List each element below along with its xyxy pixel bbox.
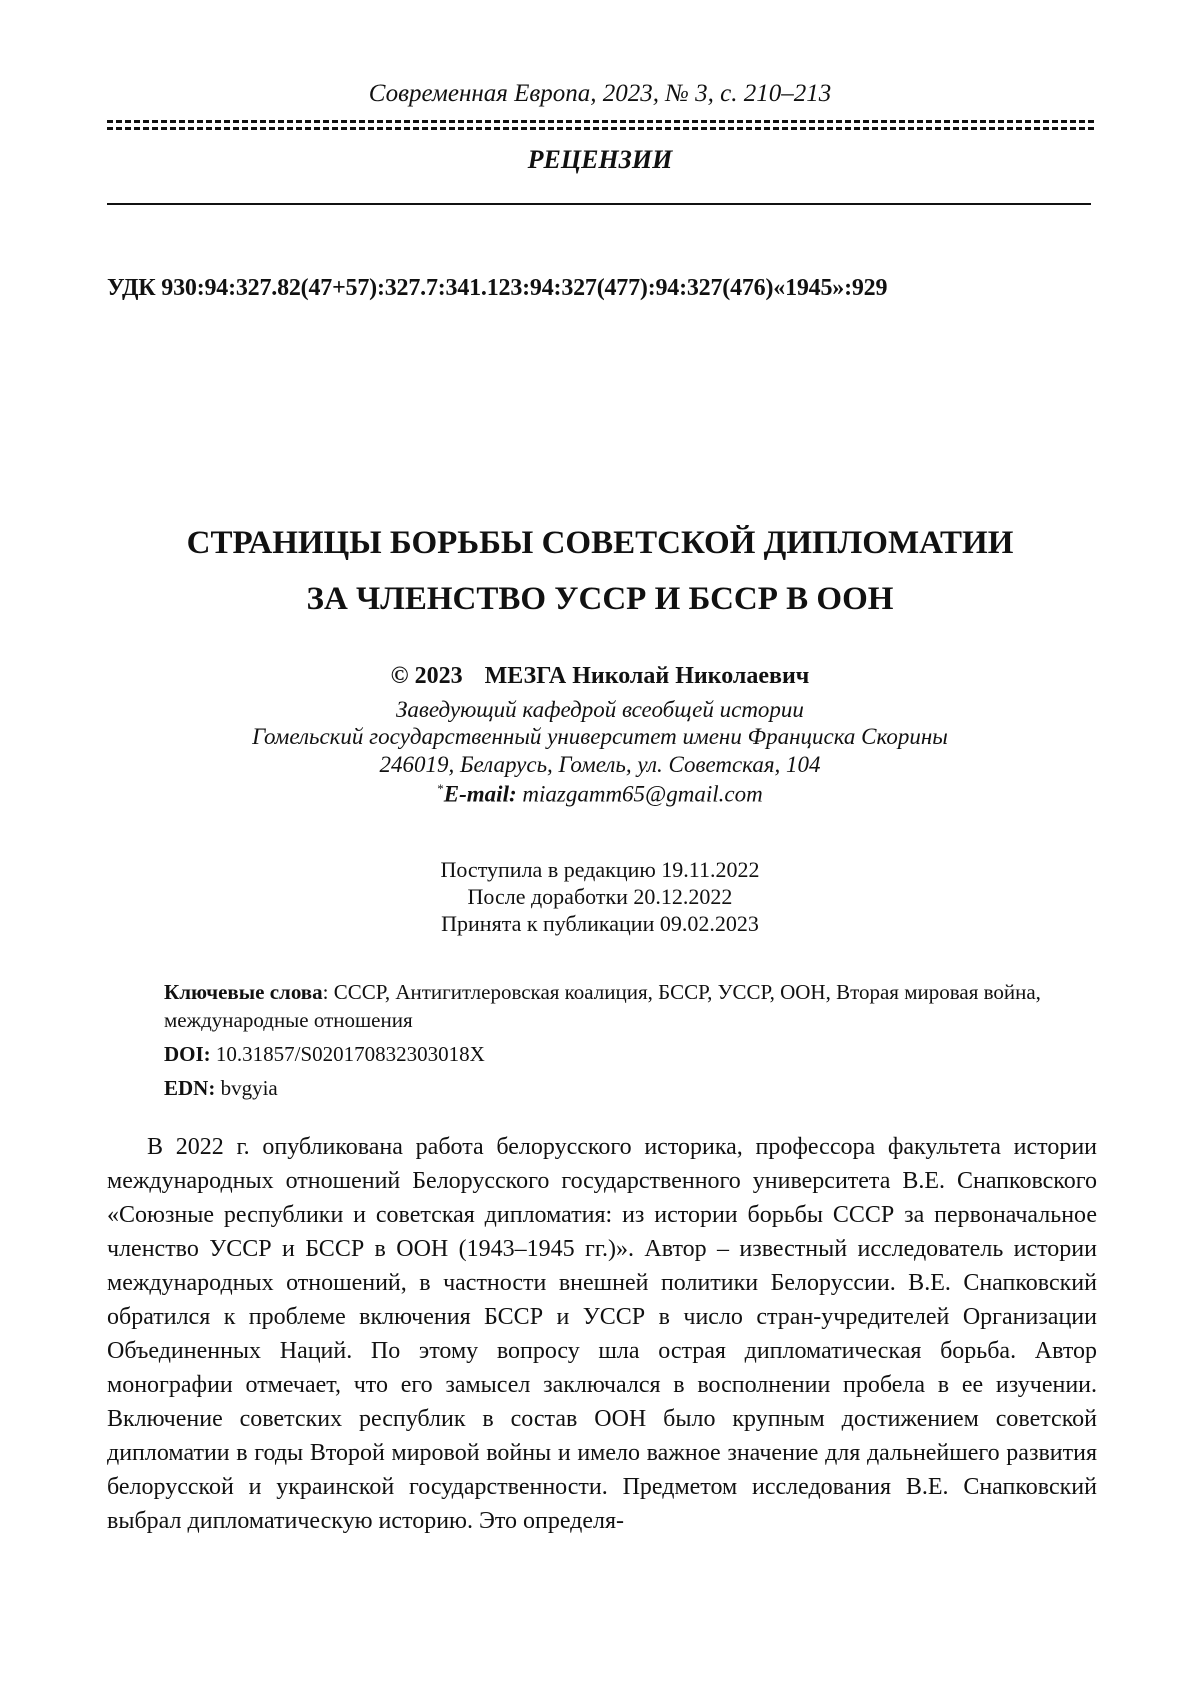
keywords-label: Ключевые слова: [164, 980, 323, 1004]
doi-label: DOI:: [164, 1042, 211, 1066]
date-accepted: Принята к публикации 09.02.2023: [441, 911, 759, 936]
doi-line: [164, 1040, 1074, 1068]
author-name: МЕЗГА Николай Николаевич: [484, 663, 810, 689]
author-address: 246019, Беларусь, Гомель, ул. Советская, 104: [379, 752, 821, 777]
doi-value: 10.31857/S020170832303018X: [210, 1042, 485, 1066]
email-label: E-mail:: [443, 781, 517, 807]
body-paragraph: В 2022 г. опубликована работа белорусского историка, профессора факультета истории международных отношений Белорусского государственного университета В.Е. Снапковского «Союзные республики и советская дипломатия: из истории борьбы СССР за первоначальное членство УССР и БССР в ООН (1943–1945 гг.)». Автор – известный исследователь истории международных отношений, в частности внешней политики Белоруссии. В.Е. Снапковский обратился к проблеме включения БССР и УССР в число стран-учредителей Организации Объединенных Наций. По этому вопросу шла острая дипломатическая борьба. Автор монографии отмечает, что его замысел заключался в восполнении пробела в ее изучении. Включение советских республик в состав ООН было крупным достижением советской дипломатии в годы Второй мировой войны и имело важное значение для дальнейшего развития белорусской и украинской государственности. Предметом исследования В.Е. Снапковский выбрал дипломатическую историю. Это определя-: [107, 1134, 1097, 1534]
udk-code: УДК 930:94:327.82(47+57):327.7:341.123:94:327(477):94:327(476)«1945»:929: [107, 275, 888, 301]
author-university: Гомельский государственный университет имени Франциска Скорины: [252, 724, 948, 749]
edn-label: EDN:: [164, 1076, 216, 1100]
author-line: [0, 663, 1200, 690]
author-email-line: *E-mail: miazgamm65@gmail.com: [437, 781, 763, 807]
author-email: miazgamm65@gmail.com: [522, 781, 763, 807]
date-received: Поступила в редакцию 19.11.2022: [440, 857, 760, 882]
section-title: РЕЦЕНЗИИ: [527, 145, 673, 174]
article-title-line-2: ЗА ЧЛЕНСТВО УССР И БССР В ООН: [306, 581, 894, 617]
copyright: © 2023: [390, 663, 463, 689]
journal-citation: Современная Европа, 2023, № 3, с. 210–213: [368, 80, 832, 107]
author-position: Заведующий кафедрой всеобщей истории: [396, 697, 804, 722]
article-title-line-1: СТРАНИЦЫ БОРЬБЫ СОВЕТСКОЙ ДИПЛОМАТИИ: [186, 525, 1014, 561]
edn-value: bvgyia: [215, 1076, 278, 1100]
edn-line: [164, 1074, 1074, 1102]
keywords: [164, 978, 1074, 1034]
date-revised: После доработки 20.12.2022: [467, 884, 733, 909]
keywords-text: : СССР, Антигитлеровская коалиция, БССР, УССР, ООН, Вторая мировая война, международные отношения: [164, 980, 1041, 1032]
header-double-rule: [107, 120, 1095, 134]
header-rule: [107, 203, 1091, 205]
article-title: [0, 515, 1200, 627]
